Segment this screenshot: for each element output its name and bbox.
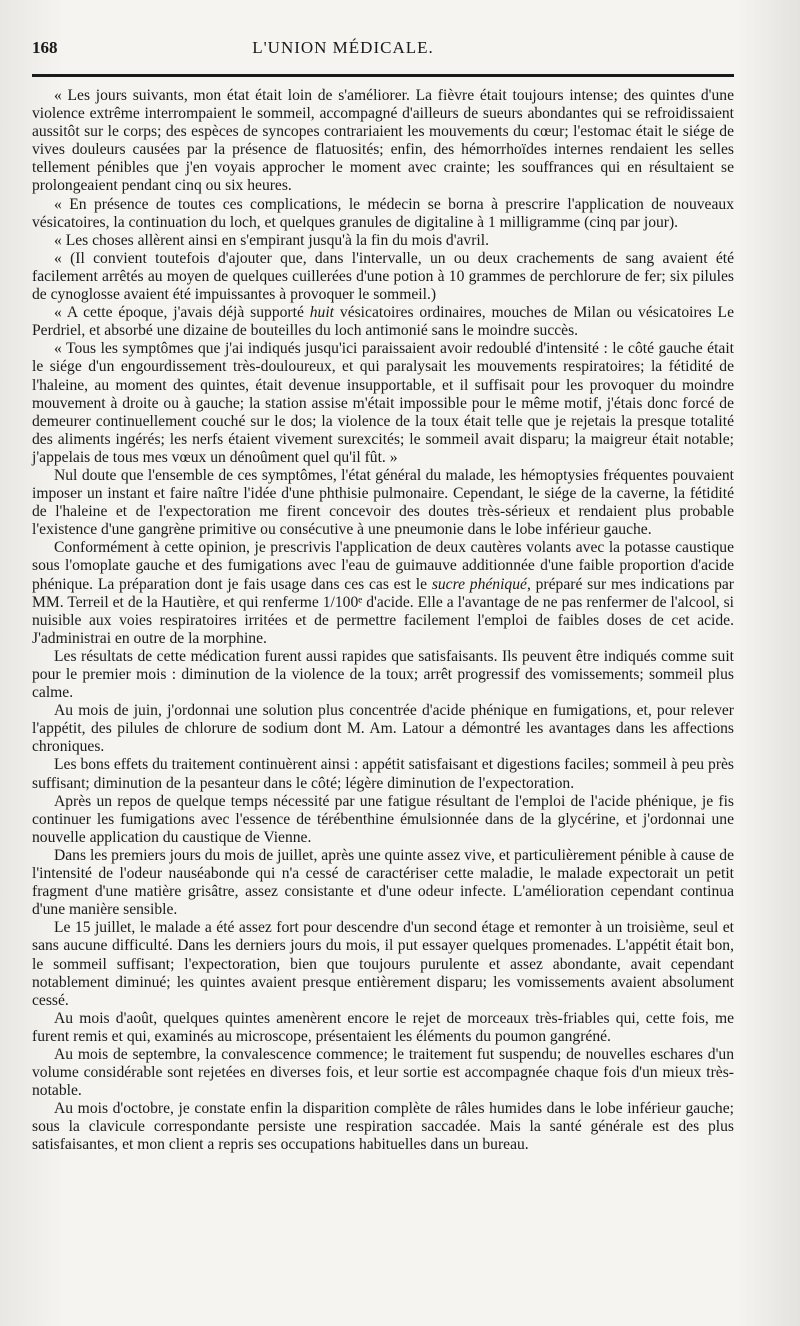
paragraph-text: Au mois d'octobre, je constate enfin la disparition complète de râles humides dans le lobe inférieur gauche; sous la clavicule correspondante persiste une respiration saccadée. Mais la santé générale est des plus satisfaisantes, et mon client a repris ses occupations habituelles dans un bureau. (32, 1100, 734, 1154)
italic-term: sucre phéniqué (431, 575, 527, 593)
paragraph-text: Les résultats de cette médication furent aussi rapides que satisfaisants. Ils peuvent être indiqués comme suit pour le premier mois : diminution de la violence de la toux; arrêt progressif des vomissements; sommeil plus calme. (32, 647, 734, 702)
paragraph-text: « Les jours suivants, mon état était loin de s'améliorer. La fièvre était toujours intense; des quintes d'une violence extrême interrompaient le sommeil, accompagné d'ailleurs de sueurs abondantes qui se refroidissaient aussitôt sur le corps; des espèces de syncopes contrariaient les mouvements du cœur; l'estomac était le siége de vives douleurs causées par la présence de flatuosités; enfin, des hémorrhoïdes internes rendaient les selles tellement pénibles que j'en voyais approcher le moment avec crainte; les souffrances qui en résultaient se prolongeaient pendant cinq ou six heures. (32, 87, 734, 195)
paragraph (32, 340, 734, 467)
paragraph (32, 793, 734, 847)
paragraph-text: « Tous les symptômes que j'ai indiqués jusqu'ici paraissaient avoir redoublé d'intensité : le côté gauche était le siége d'un engourdissement très-douloureux, et qui paralysait les mouvements respiratoires; la fétidité de l'haleine, au moment des quintes, était devenue insupportable, et il suffisait pour les provoquer du moindre mouvement à droite ou à gauche; la station assise m'était impossible pour le même motif, j'étais donc forcé de demeurer continuellement couché sur le dos; la violence de la toux était telle que je rejetais la presque totalité des aliments ingérés; les nerfs étaient vivement surexcités; le sommeil avait disparu; la maigreur était notable; j'appelais de tous mes vœux un dénoûment quel qu'il fût. » (32, 340, 734, 466)
running-title: L'UNION MÉDICALE. (252, 38, 434, 57)
page-number: 168 (32, 38, 58, 57)
paragraph (32, 539, 734, 648)
paragraph-text: « A cette époque, j'avais déjà supporté (54, 304, 310, 322)
paragraph (32, 467, 734, 539)
paragraph-text: Nul doute que l'ensemble de ces symptômes, l'état général du malade, les hémoptysies fréquentes pouvaient imposer un instant et faire naître l'idée d'une phthisie pulmonaire. Cependant, le siége de la caverne, la fétidité de l'haleine et de l'expectoration me firent concevoir des doutes très-sérieux et rendaient plus probable l'existence d'une gangrène primitive ou consécutive à une pneumonie dans le lobe inférieur gauche. (32, 466, 734, 539)
paragraph-text: , préparé sur mes indications par MM. Terreil et de la Hautière, et qui renferme 1/100ᵉ d'acide. Elle a l'avantage de ne pas renfermer de l'alcool, si nuisible aux voies respiratoires irritées et de permettre facilement l'emploi de faibles doses de cet acide. J'administrai en outre de la morphine. (32, 575, 734, 647)
page-header (32, 38, 734, 72)
paragraph (32, 87, 734, 196)
paragraph-text: Au mois de juin, j'ordonnai une solution plus concentrée d'acide phénique en fumigations, et, pour relever l'appétit, des pilules de chlorure de sodium dont M. Am. Latour a démontré les avantages dans les affections chroniques. (32, 702, 734, 756)
paragraph-text: vésicatoires ordinaires, mouches de Milan ou vésicatoires Le Perdriel, et absorbé une dizaine de bouteilles du loch antimonié sans le moindre succès. (32, 304, 734, 340)
paragraph-text: Au mois de septembre, la convalescence commence; le traitement fut suspendu; de nouvelles eschares d'un volume considérable sont rejetées en diverses fois, et leur sortie est accompagnée chaque fois d'un mieux très-notable. (32, 1045, 734, 1100)
paragraph (32, 232, 734, 250)
paragraph-text: Conformément à cette opinion, je prescrivis l'application de deux cautères volants avec la potasse caustique sous l'omoplate gauche et des fumigations avec l'eau de guimauve additionnée d'une faible proportion d'acide phénique. La préparation dont je fais usage dans ces cas est le (32, 539, 734, 593)
body-text (32, 87, 734, 1155)
paragraph (32, 304, 734, 340)
paragraph-text: « En présence de toutes ces complications, le médecin se borna à prescrire l'application de nouveaux vésicatoires, la continuation du loch, et quelques granules de digitaline à 1 milligramme (cinq par jour). (32, 195, 734, 231)
paragraph (32, 648, 734, 702)
paragraph (32, 250, 734, 304)
header-rule (32, 74, 734, 77)
paragraph (32, 1046, 734, 1100)
paragraph-text: « Les choses allèrent ainsi en s'empirant jusqu'à la fin du mois d'avril. (54, 231, 489, 249)
paragraph-text: Au mois d'août, quelques quintes amenèrent encore le rejet de morceaux très-friables qui, cette fois, me furent remis et qui, examinés au microscope, présentaient les éléments du poumon gangréné. (32, 1009, 734, 1045)
paragraph-text: Dans les premiers jours du mois de juillet, après une quinte assez vive, et particulièrement pénible à cause de l'intensité de l'odeur nauséabonde qui n'a cessé de caractériser cette maladie, le malade expectorait un petit fragment d'une matière grisâtre, assez consistante et d'une odeur infecte. L'amélioration cependant continua d'une manière sensible. (32, 846, 734, 919)
paragraph (32, 919, 734, 1009)
paragraph-text: Le 15 juillet, le malade a été assez fort pour descendre d'un second étage et remonter à un troisième, seul et sans aucune difficulté. Dans les derniers jours du mois, il put essayer quelques promenades. L'appétit était bon, le sommeil suffisant; l'expectoration, bien que toujours purulente et assez abondante, avait cependant notablement diminué; les quintes avaient presque entièrement disparu; les vomissements avaient absolument cessé. (32, 919, 734, 1009)
paragraph (32, 1010, 734, 1046)
paragraph (32, 847, 734, 919)
italic-term: huit (309, 304, 335, 322)
paragraph-text: Les bons effets du traitement continuèrent ainsi : appétit satisfaisant et digestions faciles; sommeil à peu près suffisant; diminution de la pesanteur dans le côté; légère diminution de l'expectoration. (32, 756, 734, 792)
paragraph-text: « (Il convient toutefois d'ajouter que, dans l'intervalle, un ou deux crachements de sang avaient été facilement arrêtés au moyen de quelques cuillerées d'une potion à 10 grammes de perchlorure de fer; six pilules de cynoglosse avaient été impuissantes à provoquer le sommeil.) (32, 249, 734, 304)
paragraph (32, 1100, 734, 1154)
paragraph-text: Après un repos de quelque temps nécessité par une fatigue résultant de l'emploi de l'acide phénique, je fis continuer les fumigations avec l'essence de térébenthine émulsionnée dans de la glycérine, et j'ordonnai une nouvelle application du caustique de Vienne. (32, 792, 734, 846)
paragraph (32, 196, 734, 232)
paragraph (32, 702, 734, 756)
paragraph (32, 756, 734, 792)
